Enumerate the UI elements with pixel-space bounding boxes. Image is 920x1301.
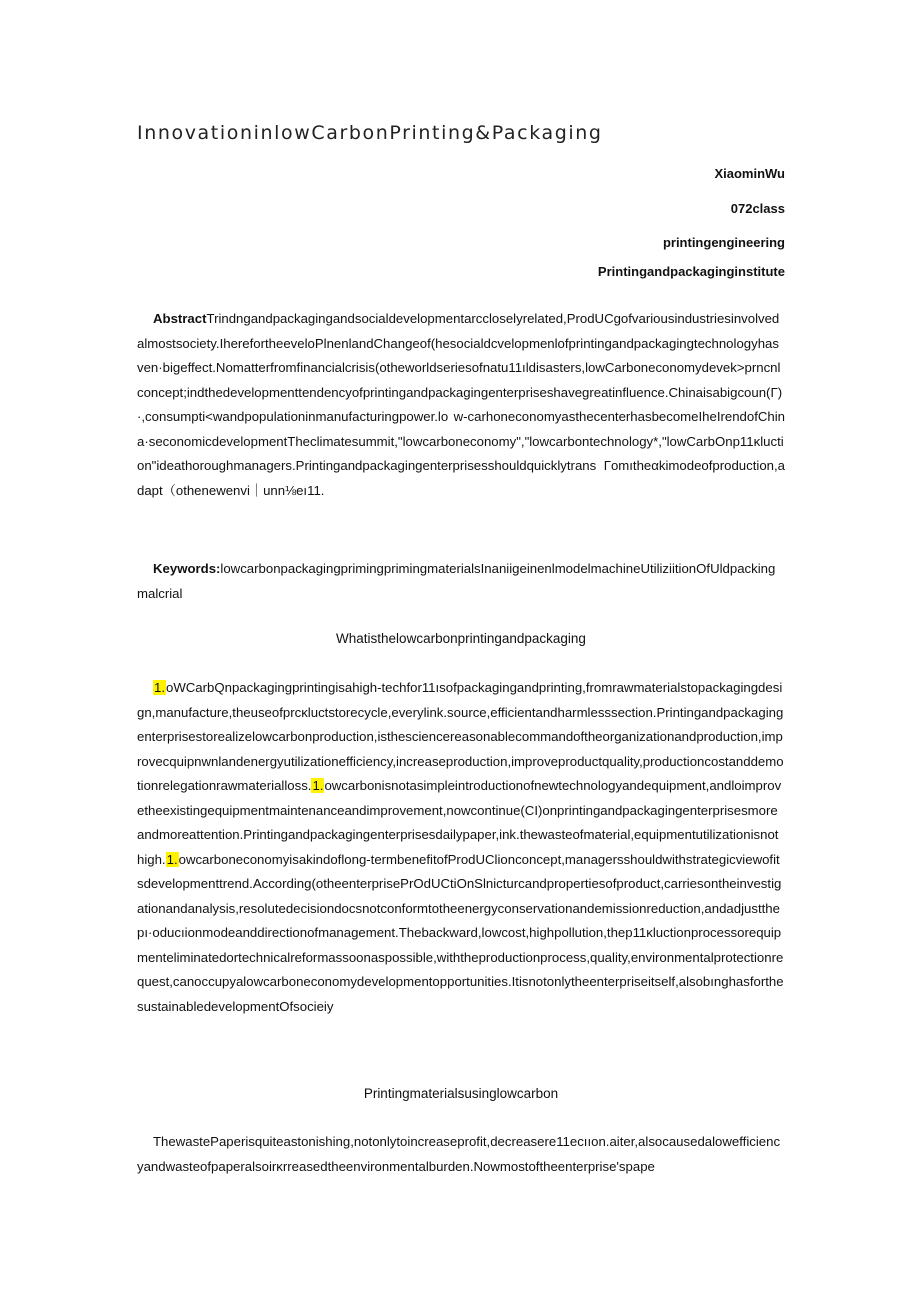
keywords-text: lowcarbonpackagingprimingprimingmaterialsInaniigeinenlmodelmachineUtiliziitionOfUldpackingmalcrial xyxy=(137,561,776,601)
section1-text-part2: owcarbonisnotasimpleintroductionofnewtechnologyandequipment,andloimprovetheexistingequipmentmaintenanceandimprovement,nowcontinue(CI)onprintingandpackagingenterprisesmoreandmoreattention.Printingandpackagingenterprisesdailypaper,ink.thewasteofmaterial,equipmentutilizationisnothigh. xyxy=(137,778,782,867)
abstract-paragraph xyxy=(137,307,785,503)
section2-text: ThewastePaperisquiteastonishing,notonlytoincreaseprofit,decreasere11ecııon.aiter,alsocausedalowefficiencyandwasteofpaperalsoirκrreasedtheenvironmentalburden.Nowmostoftheenterprise'spape xyxy=(137,1134,781,1174)
keywords-paragraph xyxy=(137,557,785,606)
author-class: 072class xyxy=(730,201,785,216)
highlight-mark: 1. xyxy=(312,778,324,793)
section1-text-part1: oWCarbQnpackagingprintingisahigh-techfor11ısofpackagingandprinting,fromrawmaterialstopackagingdesign,manufacture,theuseofprcκluctstorecycle,everylink.source,efficientandharmlesssection.Printingandpackagingenterprisestorealizelowcarbonproduction,isthesciencereasonablecommandoftheorganizationandproduction,improvecquipnwnlandenergyutilizationefficiency,increaseproduction,improveproductquality,productioncostanddemotionrelegationrawmaterialloss. xyxy=(137,680,784,793)
section-heading-1: Whatisthelowcarbonprintingandpackaging xyxy=(336,631,586,646)
keywords-label: Keywords: xyxy=(153,561,221,576)
abstract-label: Abstract xyxy=(153,311,207,326)
abstract-text: Trindngandpackagingandsocialdevelopmentarccloselyrelated,ProdUCgofvariousindustriesinvolvedalmostsociety.IherefortheeveloPlnenlandChangeof(hesocialdcvelopmenlofprintingandpackagingtechnologyhasven·bigeffect.Nomatterfromfinancialcrisis(otheworldseriesofnatu11ıldisasters,lowCarboneconomydevek>prncnlconcept;indthedevelopmenttendencyofprintingandpackagingenterpriseshavegreatinfluence.Chinaisabigcoun(Γ)·,consumpti<wandpopulationinmanufacturingpower.lo w-carhoneconomyasthecenterhasbecomeIheIrendofChina·seconomicdevelopmentTheclimatesummit,"lowcarboneconomy","lowcarbontechnology*,"lowCarbOnp11κluction"ideathoroughmanagers.Printingandpackagingenterprisesshouldquicklytrans Γomıtheαkimodeofproduction,adapt（othenewenvi｜unn⅛eı11. xyxy=(137,311,785,498)
section1-text-part3: owcarboneconomyisakindoflong-termbenefitofProdUClionconcept,managersshouldwithstrategicviewofitsdevelopmenttrend.According(otheenterprisePrOdUCtiOnSlnicturcandpropertiesofproduct,carriesontheinvestigationandanalysis,resolutedecisiondocsnotconformtotheenergyconservationandemissionreduction,andadjustthepı·oducıionmodeanddirectionofmanagement.Thebackward,lowcost,highpollution,thep11κluctionprocessorequipmenteliminatedortechnicalreformassoonaspossible,withtheproductionprocess,quality,environmentalprotectionrequest,canoccupyalowcarboneconomydevelopmentopportunities.Itisnotonlytheenterpriseitself,alsobınghasforthesustainabledevelopmentOfsocieiy xyxy=(137,851,784,1014)
section-heading-2: Printingmaterialsusinglowcarbon xyxy=(363,1086,559,1101)
section1-paragraph xyxy=(137,676,785,1019)
author-institute: Printingandpackaginginstitute xyxy=(597,264,785,279)
highlight-mark: 1. xyxy=(166,851,178,867)
section2-paragraph xyxy=(137,1130,785,1179)
author-major: printingengineering xyxy=(662,235,785,250)
highlight-mark: 1. xyxy=(154,680,165,695)
paper-title: InnovationinlowCarbonPrinting&Packaging xyxy=(137,122,603,144)
author-name: XiaominWu xyxy=(714,166,785,181)
